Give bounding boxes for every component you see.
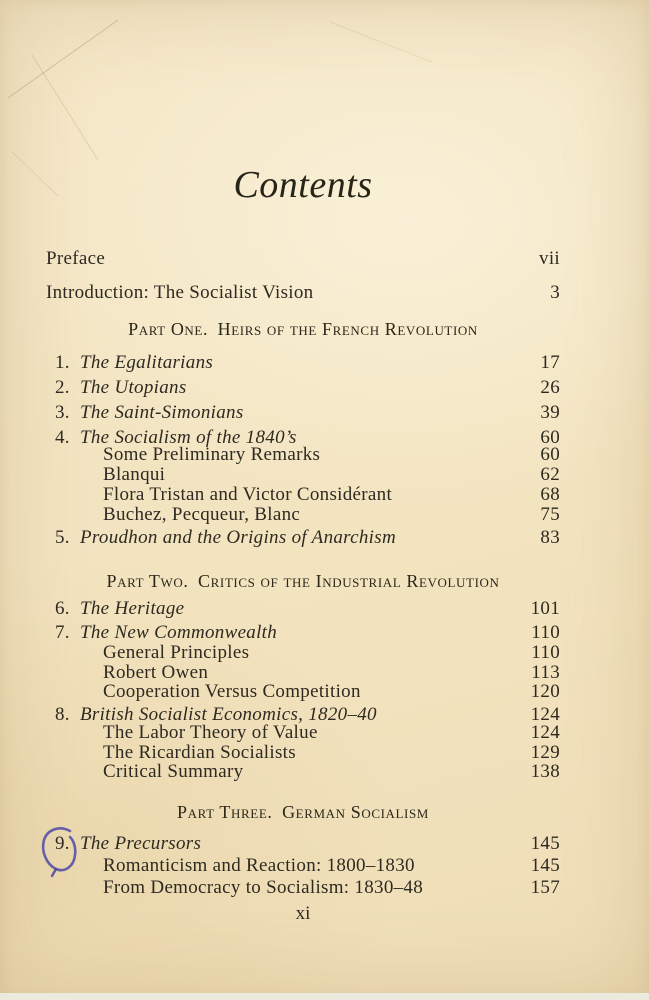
chapter-number: 5. [55,527,70,548]
chapter-row [46,376,560,400]
chapter-title: The Utopians [80,377,187,398]
part-heading-two [46,569,560,593]
page-title: Contents [233,164,373,206]
sub-row [46,503,560,527]
chapter-title: The Egalitarians [80,352,214,373]
sub-title: General Principles [103,642,250,663]
chapter-number: 8. [55,704,70,725]
page-number: 110 [531,622,560,643]
toc-entry-preface [46,247,560,271]
chapter-title: British Socialist Economics, 1820–40 [80,704,377,725]
chapter-number: 3. [55,402,70,423]
sub-row [46,680,560,704]
sub-row [46,854,560,878]
page-number: 138 [530,761,560,782]
chapter-title: The Socialism of the 1840’s [80,427,297,448]
part-heading-label: Part One. Heirs of the French Revolution [128,319,478,339]
page-number: 75 [540,504,560,525]
page-number: 129 [530,742,560,763]
page-number: 83 [540,527,560,548]
chapter-number: 6. [55,598,70,619]
page-number: 17 [540,352,560,373]
chapter-row [46,597,560,621]
sub-title: The Labor Theory of Value [103,722,318,743]
chapter-title: The New Commonwealth [80,622,278,643]
sub-row [46,876,560,900]
sub-title: Robert Owen [103,662,209,683]
page-number: 68 [540,484,560,505]
page-number: 124 [530,722,560,743]
part-heading-label: Part Three. German Socialism [177,802,429,822]
entry-label: Introduction: The Socialist Vision [46,282,314,303]
chapter-number: 9. [55,833,70,854]
sub-title: Romanticism and Reaction: 1800–1830 [103,855,415,876]
toc-page [46,0,560,1000]
chapter-row [46,526,560,550]
part-heading-three [46,800,560,824]
page-number: 60 [540,427,560,448]
folio-page-number: xi [295,903,311,924]
toc-entry-introduction [46,281,560,305]
sub-title: The Ricardian Socialists [103,742,296,763]
sub-title: Cooperation Versus Competition [103,681,361,702]
chapter-row [46,401,560,425]
chapter-number: 1. [55,352,70,373]
page-number: vii [539,248,560,269]
page-number: 145 [530,855,560,876]
sub-row [46,760,560,784]
page-number: 26 [540,377,560,398]
sub-title: Blanqui [103,464,166,485]
chapter-title: The Saint-Simonians [80,402,244,423]
chapter-title: The Precursors [80,833,202,854]
page-number: 113 [531,662,560,683]
page-number: 120 [530,681,560,702]
page-number: 3 [550,282,560,303]
sub-title: Some Preliminary Remarks [103,444,321,465]
part-heading-one [46,317,560,341]
chapter-number: 7. [55,622,70,643]
page-number: 62 [540,464,560,485]
sub-title: From Democracy to Socialism: 1830–48 [103,877,424,898]
page-number: 39 [540,402,560,423]
part-heading-label: Part Two. Critics of the Industrial Revolution [106,571,500,591]
page-number: 145 [530,833,560,854]
page-number: 101 [530,598,560,619]
page-number: 157 [530,877,560,898]
entry-label: Preface [46,248,106,269]
page-number: 110 [531,642,560,663]
chapter-title: The Heritage [80,598,185,619]
chapter-row-circled [46,832,560,856]
sub-title: Critical Summary [103,761,244,782]
chapter-number: 2. [55,377,70,398]
sub-title: Flora Tristan and Victor Considérant [103,484,393,505]
chapter-number: 4. [55,427,70,448]
scanner-edge-strip [0,993,649,1000]
chapter-title: Proudhon and the Origins of Anarchism [80,527,396,548]
page-number: 124 [530,704,560,725]
page-number: 60 [540,444,560,465]
chapter-row [46,351,560,375]
sub-title: Buchez, Pecqueur, Blanc [103,504,301,525]
